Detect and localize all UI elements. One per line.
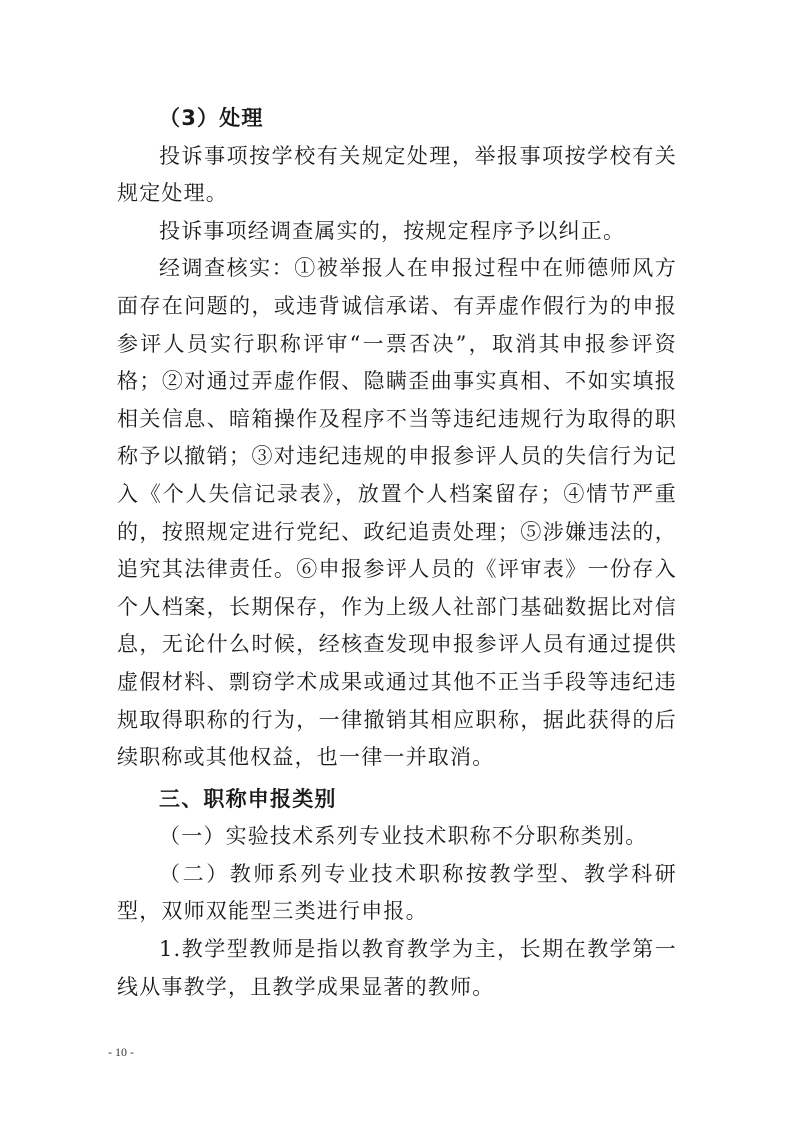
section-heading-title-categories: 三、职称申报类别 bbox=[159, 786, 337, 811]
paragraph-complaint-handling: 投诉事项按学校有关规定处理，举报事项按学校有关规定处理。 bbox=[117, 143, 677, 206]
paragraph-teacher-series-types: （二）教师系列专业技术职称按教学型、教学科研型，双师双能型三类进行申报。 bbox=[117, 861, 677, 924]
paragraph-verified-consequences: 经调查核实：①被举报人在申报过程中在师德师风方面存在问题的，或违背诚信承诺、有弄虚作假行为的申报参评人员实行职称评审“一票否决”，取消其申报参评资格；②对通过弄虚作假、隐瞒歪曲事实真相、不如实填报相关信息、暗箱操作及程序不当等违纪违规行为取得的职称予以撤销；③对违纪违规的申报参评人员的失信行为记入《个人失信记录表》，放置个人档案留存；④情节严重的，按照规定进行党纪、政纪追责处理；⑤涉嫌违法的，追究其法律责任。⑥申报参评人员的《评审表》一份存入个人档案，长期保存，作为上级人社部门基础数据比对信息，无论什么时候，经核查发现申报参评人员有通过提供虚假材料、剽窃学术成果或通过其他不正当手段等违纪违规取得职称的行为，一律撤销其相应职称，据此获得的后续职称或其他权益，也一律一并取消。 bbox=[117, 256, 677, 770]
page-number: - 10 - bbox=[108, 1045, 134, 1059]
document-body bbox=[117, 100, 677, 1006]
paragraph-teaching-type-definition: 1.教学型教师是指以教育教学为主，长期在教学第一线从事教学，且教学成果显著的教师。 bbox=[117, 937, 677, 999]
paragraph-correction: 投诉事项经调查属实的，按规定程序予以纠正。 bbox=[159, 218, 626, 243]
paragraph-lab-technical-series: （一）实验技术系列专业技术职称不分职称类别。 bbox=[159, 824, 648, 849]
subsection-heading-processing: （3）处理 bbox=[159, 106, 264, 130]
